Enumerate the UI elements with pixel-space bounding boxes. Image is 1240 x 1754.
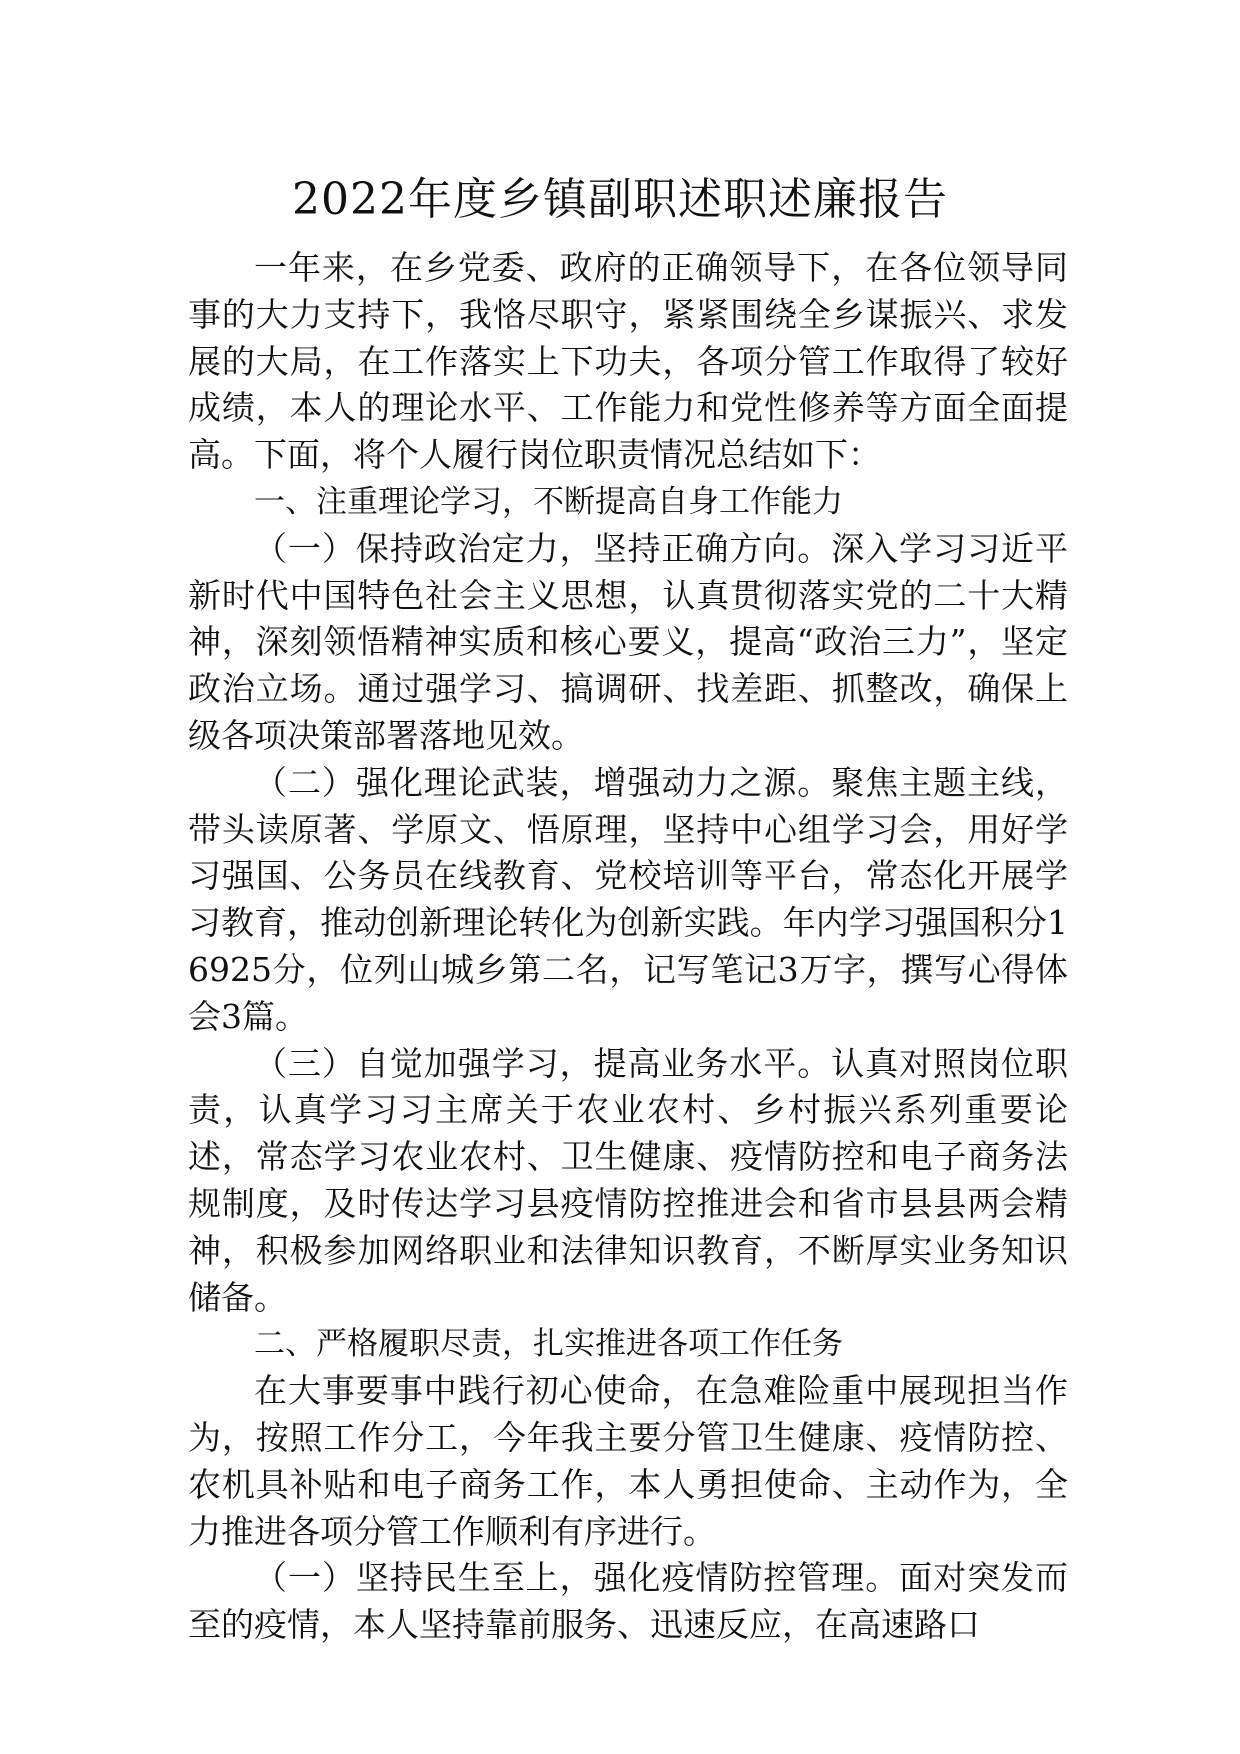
section-heading-2: 二、严格履职尽责，扎实推进各项工作任务 [254, 1326, 843, 1363]
paragraph-2-1: （一）坚持民生至上，强化疫情防控管理。面对突发而至的疫情，本人坚持靠前服务、迅速反应，在高速路口 [188, 1558, 1068, 1645]
document-title: 2022年度乡镇副职述职述廉报告 [292, 174, 948, 225]
section-heading-1: 一、注重理论学习，不断提高自身工作能力 [254, 483, 843, 520]
paragraph-2-intro: 在大事要事中践行初心使命，在急难险重中展现担当作为，按照工作分工，今年我主要分管卫生健康、疫情防控、农机具补贴和电子商务工作，本人勇担使命、主动作为，全力推进各项分管工作顺利有序进行。 [188, 1371, 1068, 1551]
paragraph-1-2: （二）强化理论武装，增强动力之源。聚焦主题主线，带头读原著、学原文、悟原理，坚持中心组学习会，用好学习强国、公务员在线教育、党校培训等平台，常态化开展学习教育，推动创新理论转化为创新实践。年内学习强国积分16925分，位列山城乡第二名，记写笔记3万字，撰写心得体会3篇。 [188, 762, 1068, 1036]
document-body [188, 245, 1068, 1649]
paragraph-1-1: （一）保持政治定力，坚持正确方向。深入学习习近平新时代中国特色社会主义思想，认真贯彻落实党的二十大精神，深刻领悟精神实质和核心要义，提高“政治三力”，坚定政治立场。通过强学习、搞调研、找差距、抓整改，确保上级各项决策部署落地见效。 [188, 528, 1068, 755]
paragraph-intro: 一年来，在乡党委、政府的正确领导下，在各位领导同事的大力支持下，我恪尽职守，紧紧围绕全乡谋振兴、求发展的大局，在工作落实上下功夫，各项分管工作取得了较好成绩，本人的理论水平、工作能力和党性修养等方面全面提高。下面，将个人履行岗位职责情况总结如下： [188, 248, 1068, 475]
paragraph-1-3: （三）自觉加强学习，提高业务水平。认真对照岗位职责，认真学习习主席关于农业农村、乡村振兴系列重要论述，常态学习农业农村、卫生健康、疫情防控和电子商务法规制度，及时传达学习县疫情防控推进会和省市县县两会精神，积极参加网络职业和法律知识教育，不断厚实业务知识储备。 [188, 1043, 1068, 1317]
